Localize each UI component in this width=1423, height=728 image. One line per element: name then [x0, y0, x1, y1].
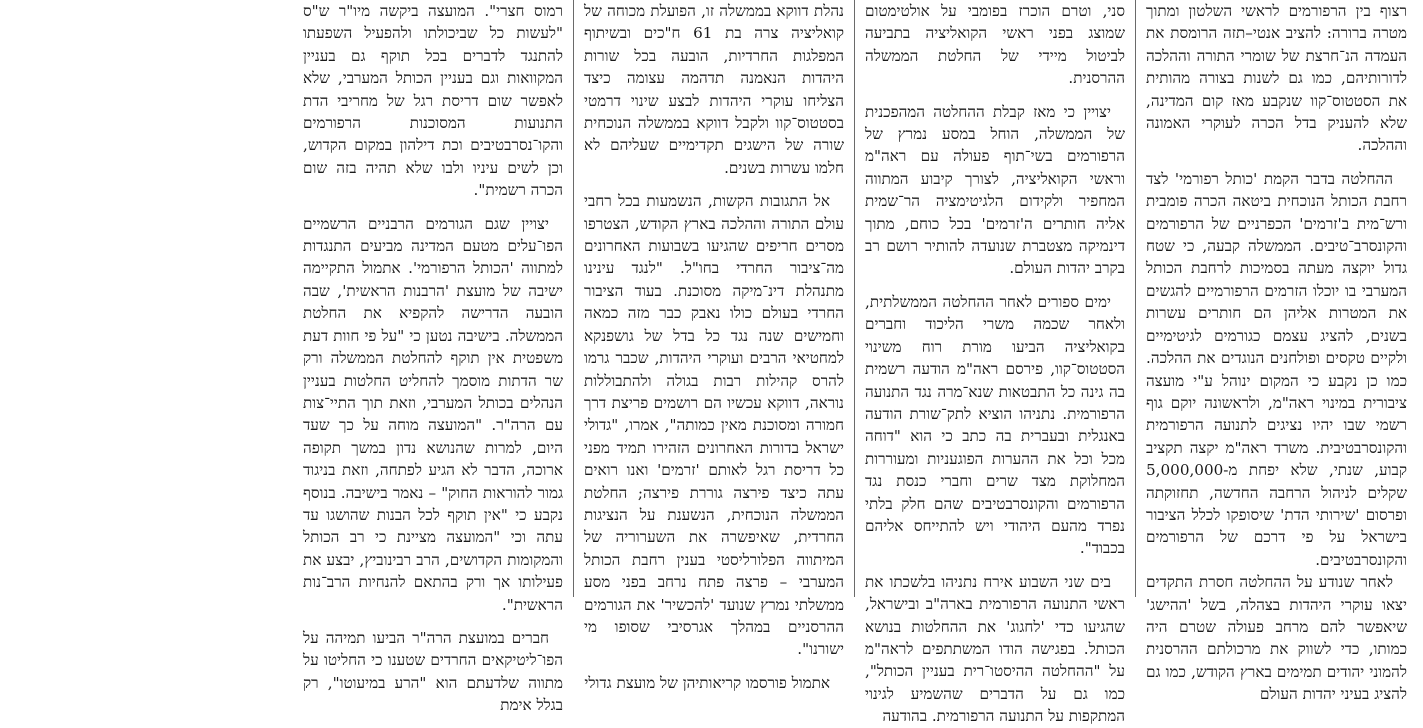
paragraph: יצויין כי מאז קבלת ההחלטה המהפכנית של הממשלה, הוחל במסע נמרץ של הרפורמים בשי־תוף פעולה עם ראה"מ וראשי הקואליציה, לצורך קיבוע המתווה המחפיר ולקידום הלגיטימציה הר־שמית אליה חותרים ה'זרמים' בכל כוחם, מתוך דינמיקה מצטברת שנועדה להותיר רושם רב בקרב יהדות העולם.	[865, 102, 1125, 278]
article-column-4	[293, 0, 574, 715]
paragraph: ההחלטה בדבר הקמת 'כותל רפורמי' לצד רחבת הכותל הנוכחית ביטאה הכרה פומבית ורש־מית ב'זרמים' הכפרניים של הרפורמים והקונסרב־טיבים. הממשלה קבעה, כי שטח גדול יוקצה מעתה בסמיכות לרחבת הכותל המערבי בו יוכלו הזרמים הרפורמיים להגשים את המטרות אליהן הם חותרים עשרות בשנים, להציג עצמם כגורמים לגיטימיים ולקיים טקסים ופולחנים הנוגדים את ההלכה. כמו כן נקבע כי המקום ינוהל ע"י מועצה ציבורית במינוי ראה"מ, ולראשונה יוקם גוף רשמי שבו יהיו נציגים לתנועה הרפורמית והקונסרבטיבית. משרד ראה"מ יקצה תקציב קבוע, שנתי, שלא יפחת מ-5,000,000 שקלים לניהול הרחבה החדשה, תחזוקתה ופרסום 'שירותי הדת' שיסופקו לכלל הציבור בישראל על פי דרכם של הרפורמים והקונסרבטיבים.	[1146, 169, 1407, 569]
paragraph: אל התגובות הקשות, הנשמעות בכל רחבי עולם התורה וההלכה בארץ הקודש, הצטרפו מסרים חריפים שהגיעו בשבועות האחרונים מה־ציבור החרדי בחו"ל. "לנגד עינינו מתנהלת דינ־מיקה מסוכנת. בעוד הציבור החרדי בעולם כולו נאבק כבר מזה כמאה וחמישים שנה נגד כל בדל של גושפנקא למחטיאי הרבים ועוקרי היהדות, שכבר גרמו להרס קהילות רבות בגולה ולהתבוללות נוראה, דווקא עכשיו הם רושמים פריצת דרך חמורה ומסוכנת מאין כמותה", אמרו, "גדולי ישראל בדורות האחרונים הזהירו תמיד מפני כל דריסת רגל לאותם 'זרמים' ואנו רואים עתה כיצד פירצה גוררת פירצה; החלטת הממשלה הנוכחית, הנשענת על הנציגות החרדית, שאיפשרה את השערוריה של המיתווה הפלורליסטי בענין רחבת הכותל המערבי – פרצה פתח נרחב בפני מסע ממשלתי נמרץ שנועד 'להכשיר' את הגורמים ההרסניים במהלך אגרסיבי שסופו מי ישורנו".	[584, 192, 844, 659]
paragraph: ימים ספורים לאחר ההחלטה הממשלתית, ולאחר שכמה משרי הליכוד וחברים בקואליציה הביעו מורת רוח משינוי הסטטוס־קוו, פירסם ראה"מ הודעה רשמית בה גינה כל התבטאות שנא־מרה נגד התנועה הרפורמית. נתניהו הוציא לתק־שורת הודעה באנגלית ובעברית בה כתב כי הוא "דוחה מכל וכל את ההערות הפוגעניות ומעוררות המחלוקת מצד שרים וחברי כנסת נגד הרפורמים והקונסרבטיבים שהם חלק בלתי נפרד מהעם היהודי ויש להתייחס אליהם בכבוד".	[865, 292, 1125, 558]
article-column-1	[1136, 0, 1417, 704]
paragraph: אתמול פורסמו קריאותיהן של מועצת גדולי	[584, 673, 830, 692]
article-column-3	[574, 0, 855, 692]
paragraph: סני, וטרם הוכרז בפומבי על אולטימטום שמוצג בפני ראשי הקואליציה בתביעה לביטול מיידי של החלטת הממשלה ההרסנית.	[865, 2, 1125, 88]
paragraph: יצויין שגם הגורמים הרבניים הרשמיים הפו־עלים מטעם המדינה מביעים התנגדות למתווה 'הכותל הרפורמי'. אתמול התקיימה ישיבה של מועצת 'הרבנות הראשית', שבה הובעה הדרישה להקפיא את החלטת הממשלה. בישיבה נטען כי "על פי חוות דעת משפטית אין תוקף להחלטת הממשלה ורק שר הדתות מוסמך להחליט החלטות בעניין הנהלים בכותל המערבי, וזאת תוך התיי־צות עם הרה"ר. "המועצה מוחה על כך שעד היום, למרות שהנושא נדון במשך תקופה ארוכה, הדבר לא הגיע לפתחה, וזאת בניגוד גמור להוראות החוק" – נאמר בישיבה. בנוסף נקבע כי "אין תוקף לכל הבנות שהושגו עד עתה וכי "המועצה מציינת כי רב הכותל והמקומות הקדושים, הרב רבינוביץ, יבצע את פעילותו אך ורק בהתאם להנחיות הרב־נות הראשית".	[303, 214, 563, 614]
paragraph: רמוס חצרי". המועצה ביקשה מיו"ר ש"ס "לעשות כל שביכולתו ולהפעיל השפעתו להתנגד לדברים בכל תוקף גם בעניין המקוואות וגם בעניין הכותל המערבי, שלא לאפשר שום דריסת רגל של מחריבי הדת התנועות המסוכנות הרפורמים והקו־נסרבטיבים וכת דילהון במקום הקדוש, וכן לשים עיניו ולבו שלא תהיה בזה שום הכרה רשמית".	[303, 2, 563, 200]
paragraph: רצוף בין הרפורמים לראשי השלטון ומתוך מטרה ברורה: להציב אנטי–תזה הרומסת את העמדה הנ־חרצת של שומרי התורה וההלכה לדורותיהם, כמו גם לשנות בצורה מהותית את הסטטוס־קוו שנקבע מאז קום המדינה, שלא להעניק בדל הכרה לעוקרי האמונה וההלכה.	[1146, 2, 1407, 155]
paragraph: חברים במועצת הרה"ר הביעו תמיהה על הפו־ליטיקאים החרדים שטענו כי החליטו על מתווה שלדעתם הוא "הרע במיעוטו", רק בגלל אימת	[303, 628, 563, 715]
paragraph: לאחר שנודע על ההחלטה חסרת התקדים יצאו עוקרי היהדות בצהלה, בשל 'ההישג' שיאפשר להם מרחב פעולה שטרם היה כמותו, כדי לשווק את מרכולתם ההרסנית להמוני יהודים תמימים בארץ הקודש, כמו גם להציג בעיני יהדות העולם	[1146, 573, 1407, 704]
paragraph: נהלת דווקא בממשלה זו, הפועלת מכוחה של קואליציה צרה בת 61 ח"כים ובשיתוף המפלגות החרדיות, הובעה בכל שורות היהדות הנאמנה תדהמה עצומה כיצד הצליחו עוקרי היהדות לבצע שינוי דרמטי בסטטוס־קוו ולקבל דווקא בממשלה הנוכחית שורה של הישגים תקדימיים שעליהם לא חלמו עשרות בשנים.	[584, 2, 845, 177]
article-column-2	[855, 0, 1136, 726]
paragraph: בים שני השבוע אירח נתניהו בלשכתו את ראשי התנועה הרפורמית בארה"ב ובישראל, שהגיעו כדי 'לחגוג' את ההחלטות בנושא הכותל. בפגישה הודו המשתתפים לראה"מ על "ההחלטה ההיסטו־רית בעניין הכותל", כמו גם על הדברים שהשמיע לגינוי המתקפות על התנועה הרפורמית. בהודעה	[865, 572, 1125, 726]
